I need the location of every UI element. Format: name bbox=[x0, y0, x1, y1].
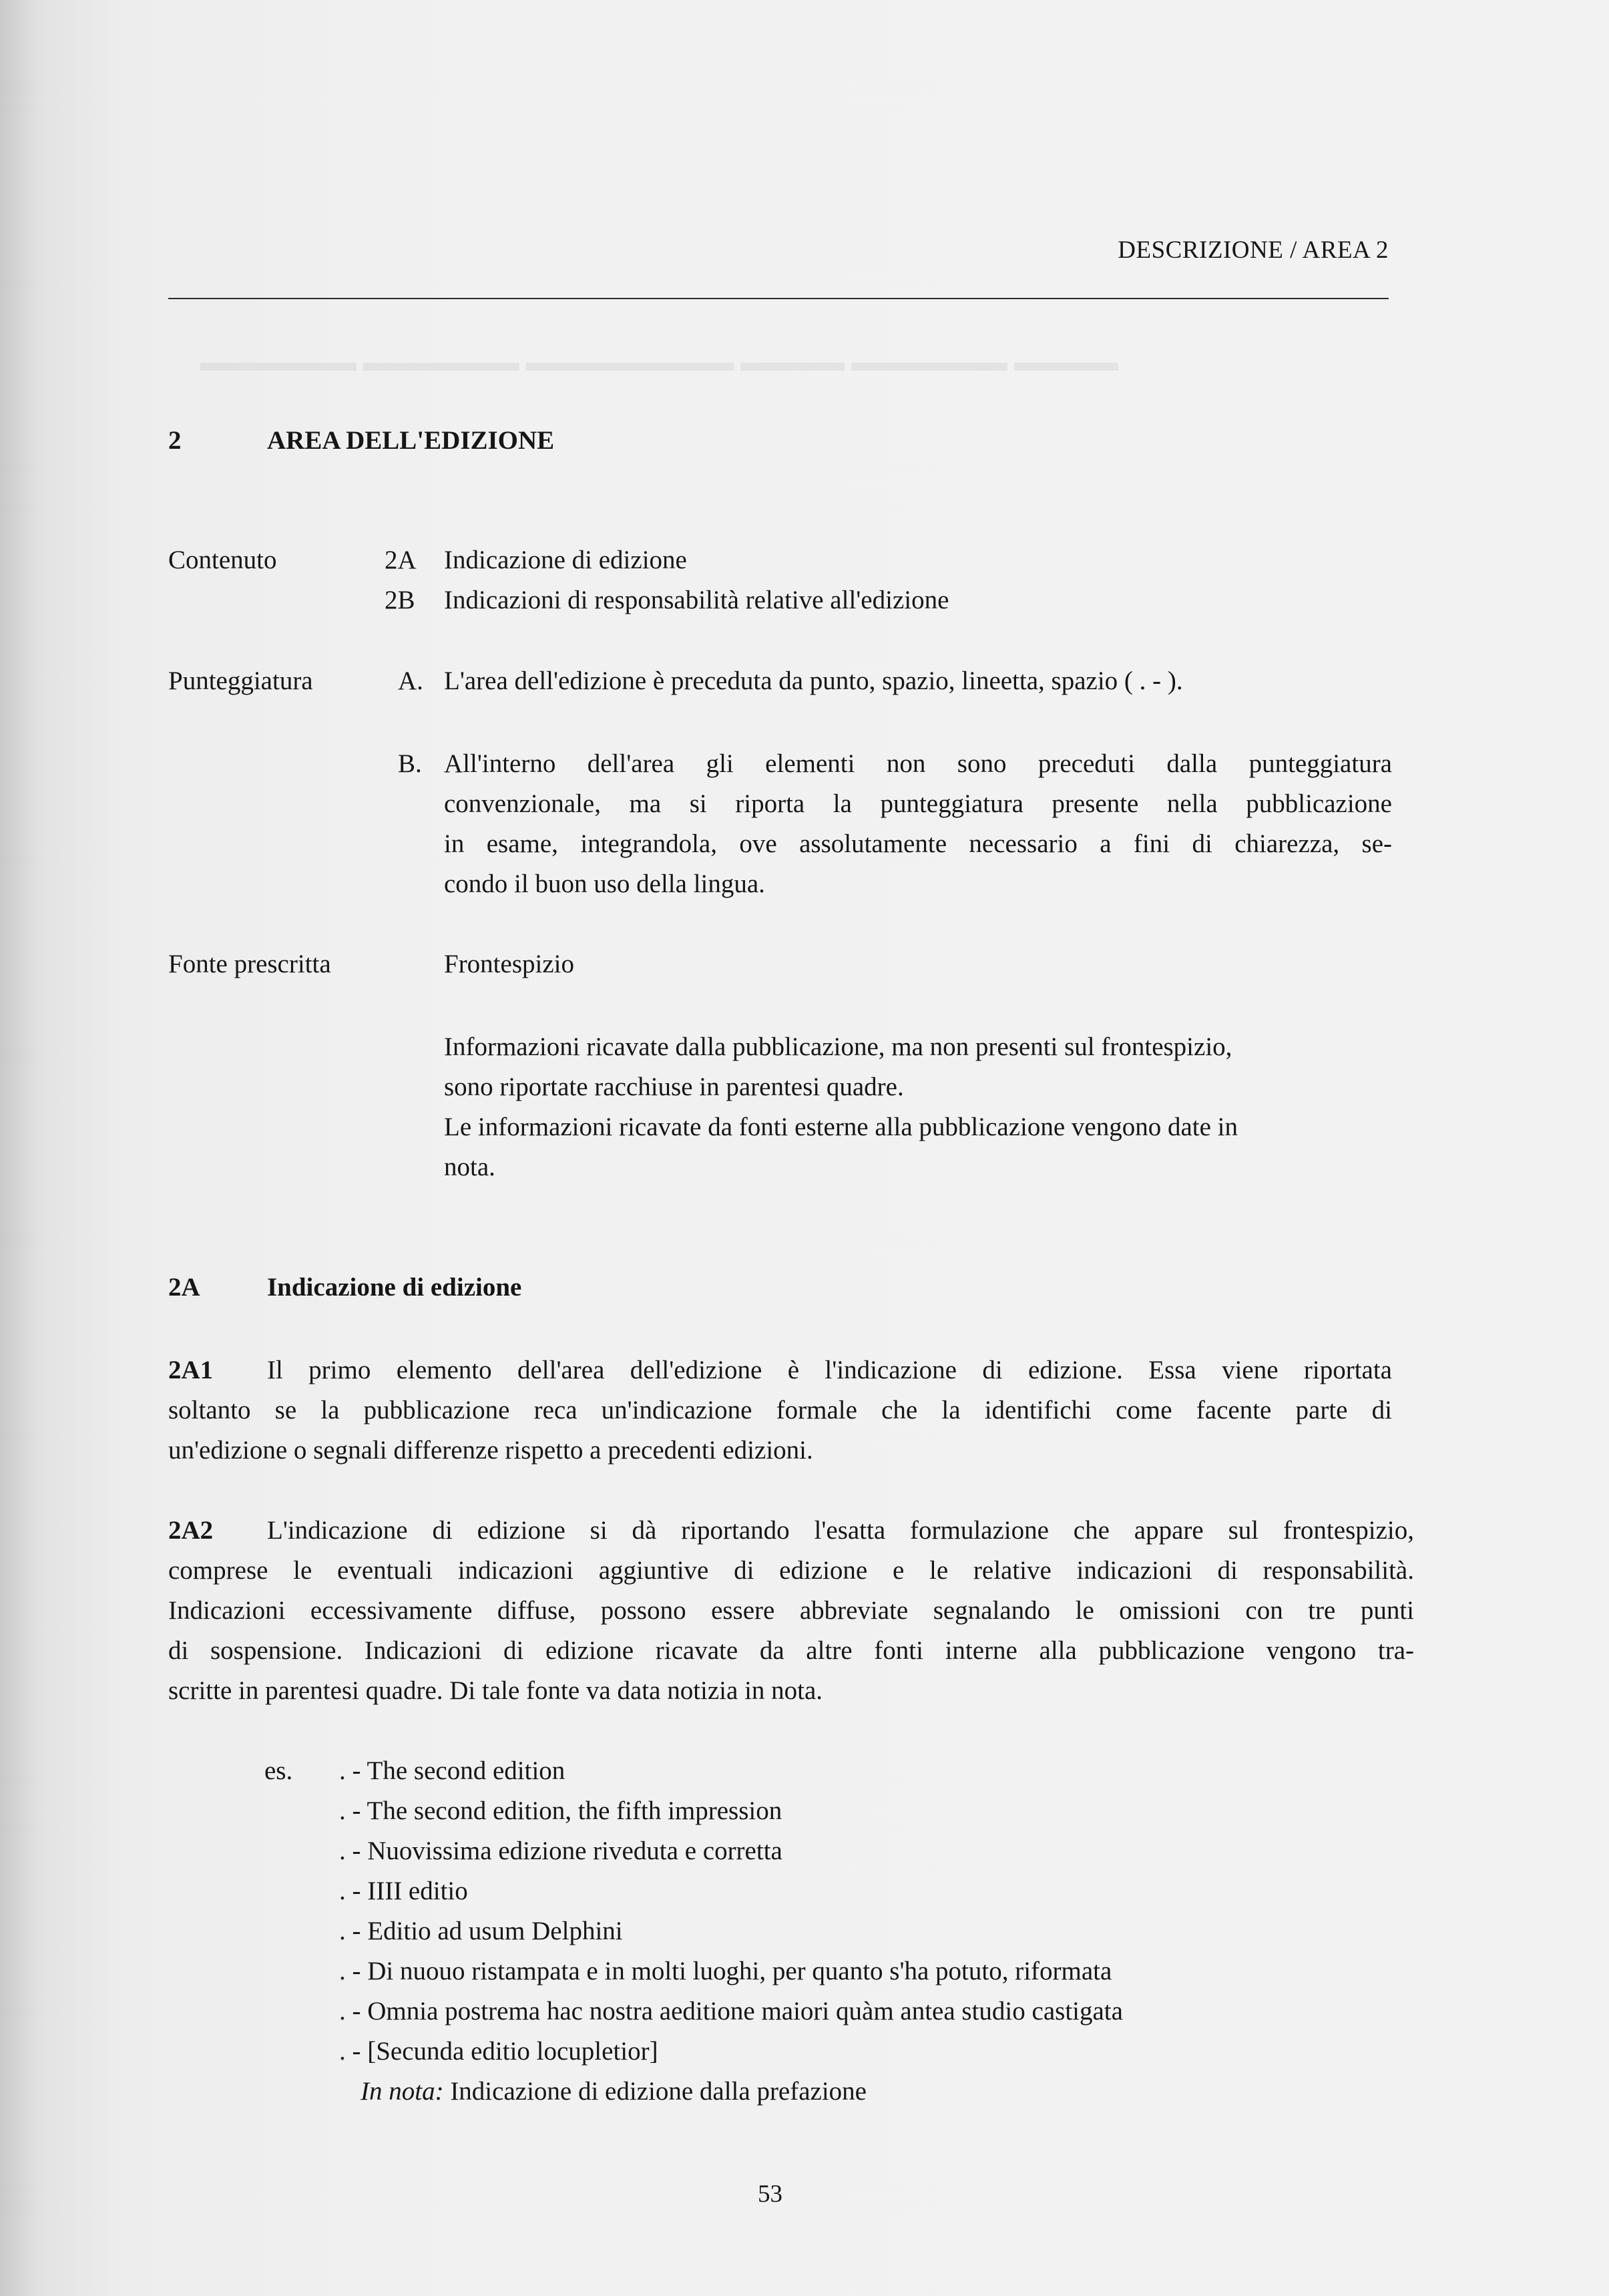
show-through-decoration: ▬▬▬▬ ▬▬▬▬▬▬ ▬▬▬▬ ▬▬▬▬▬▬▬▬ ▬▬▬▬▬▬ ▬▬▬▬▬▬ bbox=[200, 348, 1118, 377]
contenuto-text: Indicazioni di responsabilità relative all'edizione bbox=[444, 586, 949, 614]
punteggiatura-a-text: L'area dell'edizione è preceduta da punto, spazio, lineetta, spazio ( . - ). bbox=[444, 666, 1183, 695]
running-head: DESCRIZIONE / AREA 2 bbox=[1118, 236, 1389, 264]
example-item: . - Editio ad usum Delphini bbox=[339, 1917, 623, 1945]
punteggiatura-label: Punteggiatura bbox=[168, 666, 313, 695]
rule-2a2-line: scritte in parentesi quadre. Di tale fonte va data notizia in nota. bbox=[168, 1676, 823, 1705]
subsection-title: Indicazione di edizione bbox=[267, 1273, 522, 1302]
punteggiatura-b-line: in esame, integrandola, ove assolutamente necessario a fini di chiarezza, se- bbox=[444, 829, 1392, 858]
header-rule bbox=[168, 298, 1389, 299]
example-note-label: In nota: bbox=[361, 2077, 444, 2106]
punteggiatura-b-marker: B. bbox=[398, 749, 422, 778]
rule-2a2-line: L'indicazione di edizione si dà riportando l'esatta formulazione che appare sul frontespizio, bbox=[267, 1516, 1414, 1545]
rule-2a1-line: un'edizione o segnali differenze rispetto a precedenti edizioni. bbox=[168, 1436, 813, 1465]
example-item: . - [Secunda editio locupletior] bbox=[339, 2037, 658, 2066]
punteggiatura-b-line: condo il buon uso della lingua. bbox=[444, 870, 765, 898]
page-number: 53 bbox=[758, 2180, 782, 2208]
punteggiatura-b-line: convenzionale, ma si riporta la punteggiatura presente nella pubblicazione bbox=[444, 789, 1392, 818]
example-item: . - Di nuouo ristampata e in molti luoghi, per quanto s'ha potuto, riformata bbox=[339, 1957, 1112, 1985]
rule-2a2-code: 2A2 bbox=[168, 1516, 214, 1545]
example-item: . - The second edition bbox=[339, 1756, 565, 1785]
rule-2a1-line: soltanto se la pubblicazione reca un'indicazione formale che la identifichi come facente parte di bbox=[168, 1396, 1392, 1424]
contenuto-label: Contenuto bbox=[168, 546, 277, 574]
example-item: . - The second edition, the fifth impression bbox=[339, 1796, 782, 1825]
section-number: 2 bbox=[168, 426, 182, 455]
rule-2a1-code: 2A1 bbox=[168, 1356, 214, 1384]
contenuto-text: Indicazione di edizione bbox=[444, 546, 687, 574]
fonte-line: Le informazioni ricavate da fonti esterne alla pubblicazione vengono date in bbox=[444, 1113, 1238, 1141]
example-note bbox=[361, 2072, 867, 2112]
rule-2a2-line: Indicazioni eccessivamente diffuse, possono essere abbreviate segnalando le omissioni con tre punti bbox=[168, 1596, 1414, 1625]
example-item: . - Omnia postrema hac nostra aeditione maiori quàm antea studio castigata bbox=[339, 1997, 1123, 2026]
example-item: . - Nuovissima edizione riveduta e corretta bbox=[339, 1837, 782, 1865]
subsection-code: 2A bbox=[168, 1273, 200, 1302]
fonte-line: nota. bbox=[444, 1153, 495, 1181]
fonte-value: Frontespizio bbox=[444, 950, 574, 978]
contenuto-code: 2B bbox=[385, 586, 415, 614]
fonte-line: Informazioni ricavate dalla pubblicazione, ma non presenti sul frontespizio, bbox=[444, 1032, 1232, 1061]
examples-label: es. bbox=[264, 1756, 293, 1785]
example-item: . - IIII editio bbox=[339, 1877, 468, 1905]
fonte-label: Fonte prescritta bbox=[168, 950, 331, 978]
contenuto-code: 2A bbox=[385, 546, 417, 574]
fonte-line: sono riportate racchiuse in parentesi quadre. bbox=[444, 1073, 904, 1101]
section-title: AREA DELL'EDIZIONE bbox=[267, 426, 555, 455]
rule-2a2-line: comprese le eventuali indicazioni aggiuntive di edizione e le relative indicazioni di responsabilità. bbox=[168, 1556, 1414, 1585]
punteggiatura-b-line: All'interno dell'area gli elementi non sono preceduti dalla punteggiatura bbox=[444, 749, 1392, 778]
punteggiatura-a-marker: A. bbox=[398, 666, 423, 695]
rule-2a1-line: Il primo elemento dell'area dell'edizione è l'indicazione di edizione. Essa viene riportata bbox=[267, 1356, 1392, 1384]
rule-2a2-line: di sospensione. Indicazioni di edizione ricavate da altre fonti interne alla pubblicazione vengono tra- bbox=[168, 1636, 1414, 1665]
example-note-text: Indicazione di edizione dalla prefazione bbox=[443, 2077, 867, 2106]
